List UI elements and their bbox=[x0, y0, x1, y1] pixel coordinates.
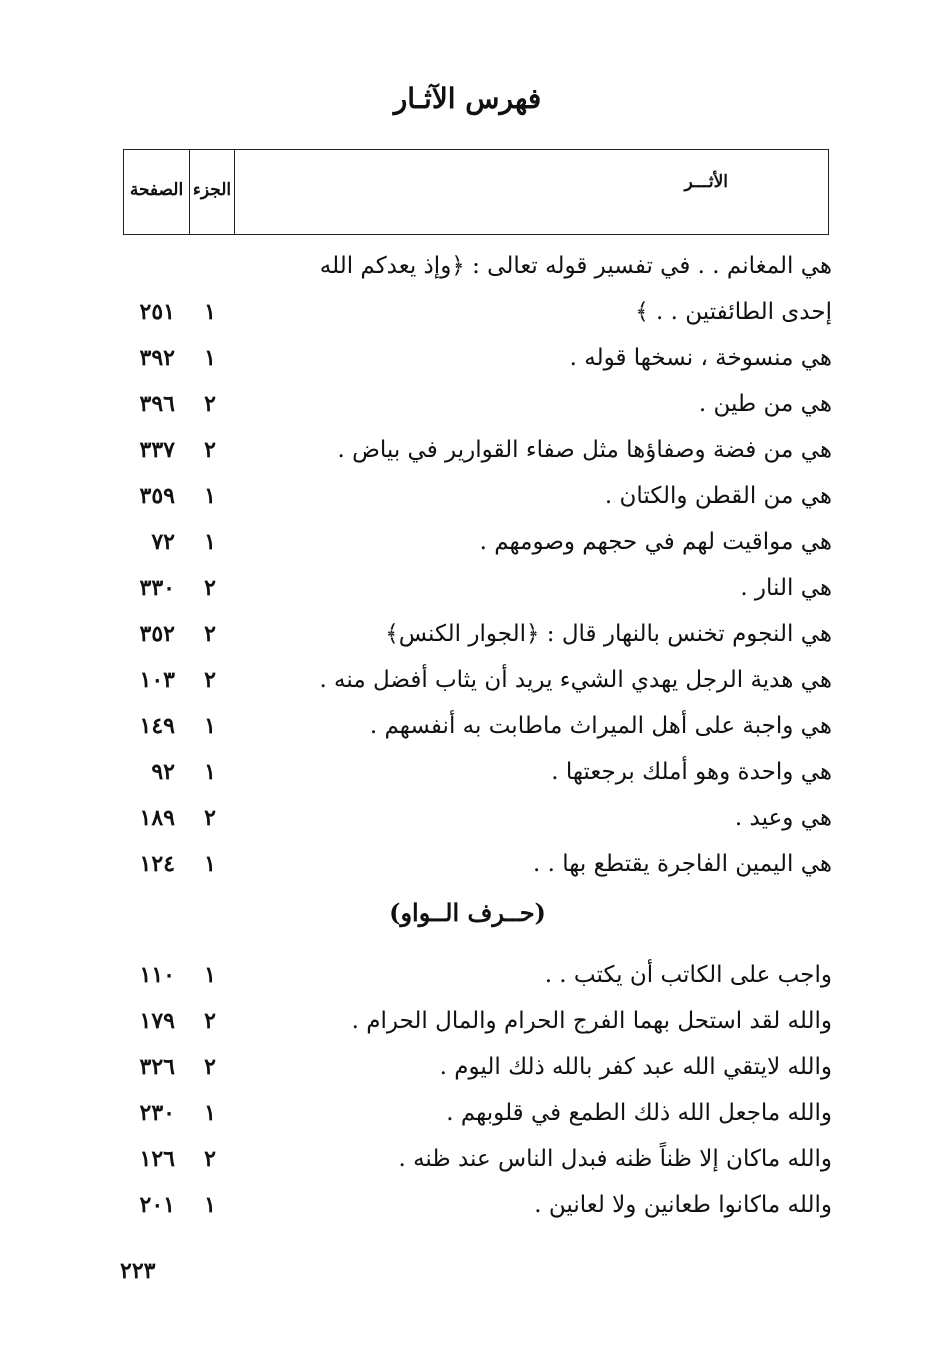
entry-page: ٣٣٧ bbox=[139, 437, 175, 463]
entry-page: ١٨٩ bbox=[139, 805, 175, 831]
list-item bbox=[0, 998, 935, 1044]
table-header bbox=[123, 149, 829, 235]
entry-page: ٣٢٦ bbox=[139, 1054, 175, 1080]
column-header-page: الصفحة bbox=[124, 150, 190, 234]
list-item bbox=[0, 1090, 935, 1136]
entry-page: ١٠٣ bbox=[139, 667, 175, 693]
entry-part: ٢ bbox=[204, 437, 216, 463]
page-number: ٢٢٣ bbox=[120, 1258, 156, 1284]
entry-text: هي من طين . bbox=[698, 391, 832, 417]
entry-part: ٢ bbox=[204, 575, 216, 601]
column-header-athar: الأثـــر bbox=[684, 172, 728, 192]
entry-part: ١ bbox=[204, 345, 216, 371]
list-item bbox=[0, 381, 935, 427]
entry-part: ١ bbox=[204, 713, 216, 739]
entry-part: ٢ bbox=[204, 391, 216, 417]
entry-text: هي وعيد . bbox=[734, 805, 832, 831]
list-item bbox=[0, 473, 935, 519]
entry-page: ١٢٤ bbox=[139, 851, 175, 877]
entry-text: هي النار . bbox=[740, 575, 832, 601]
entry-text: هي النجوم تخنس بالنهار قال : ﴿الجوار الكنس﴾ bbox=[385, 621, 832, 647]
list-item bbox=[0, 519, 935, 565]
entry-page: ١١٠ bbox=[139, 962, 175, 988]
entry-text: هي واجبة على أهل الميراث ماطابت به أنفسهم . bbox=[369, 713, 832, 739]
entry-text: هي منسوخة ، نسخها قوله . bbox=[569, 345, 832, 371]
entry-part: ٢ bbox=[204, 1054, 216, 1080]
entry-part: ١ bbox=[204, 529, 216, 555]
entry-part: ١ bbox=[204, 962, 216, 988]
entry-part: ١ bbox=[204, 1100, 216, 1126]
entry-page: ٣٩٢ bbox=[139, 345, 175, 371]
entry-text: هي من القطن والكتان . bbox=[604, 483, 832, 509]
entry-page: ٢٥١ bbox=[139, 299, 175, 325]
entry-part: ١ bbox=[204, 483, 216, 509]
entry-part: ١ bbox=[204, 851, 216, 877]
entry-page: ٣٥٢ bbox=[139, 621, 175, 647]
list-item bbox=[0, 795, 935, 841]
page-title: فهرس الآثـار bbox=[393, 82, 542, 115]
entry-text: هي المغانم . . في تفسير قوله تعالى : ﴿وإذ يعدكم الله bbox=[319, 253, 832, 279]
entry-page: ١٧٩ bbox=[139, 1008, 175, 1034]
list-item bbox=[0, 335, 935, 381]
entry-text: هي هدية الرجل يهدي الشيء يريد أن يثاب أفضل منه . bbox=[319, 667, 832, 693]
list-item bbox=[0, 952, 935, 998]
entry-text: هي اليمين الفاجرة يقتطع بها . . bbox=[533, 851, 832, 877]
entry-text: والله لايتقي الله عبد كفر بالله ذلك اليوم . bbox=[439, 1054, 832, 1080]
entry-part: ٢ bbox=[204, 667, 216, 693]
list-item bbox=[0, 1044, 935, 1090]
list-item bbox=[0, 611, 935, 657]
list-item bbox=[0, 565, 935, 611]
list-item bbox=[0, 657, 935, 703]
entry-page: ٣٩٦ bbox=[139, 391, 175, 417]
list-item bbox=[0, 1182, 935, 1228]
entry-text: والله لقد استحل بهما الفرج الحرام والمال الحرام . bbox=[351, 1008, 832, 1034]
entry-page: ٣٥٩ bbox=[139, 483, 175, 509]
entry-part: ٢ bbox=[204, 1146, 216, 1172]
entry-page: ٧٢ bbox=[151, 529, 175, 555]
section-heading: (حــرف الــواو) bbox=[389, 898, 546, 927]
entry-text: واجب على الكاتب أن يكتب . . bbox=[544, 962, 832, 988]
entry-part: ١ bbox=[204, 299, 216, 325]
entry-text: هي من فضة وصفاؤها مثل صفاء القوارير في بياض . bbox=[337, 437, 832, 463]
entry-page: ٣٣٠ bbox=[139, 575, 175, 601]
list-item bbox=[0, 289, 935, 335]
entry-text: هي واحدة وهو أملك برجعتها . bbox=[551, 759, 832, 785]
entry-text: والله ماكانوا طعانين ولا لعانين . bbox=[534, 1192, 832, 1218]
entries-list bbox=[0, 243, 935, 887]
entry-part: ١ bbox=[204, 1192, 216, 1218]
entry-text: والله ماكان إلا ظناً ظنه فبدل الناس عند ظنه . bbox=[398, 1146, 832, 1172]
entry-text: هي مواقيت لهم في حجهم وصومهم . bbox=[479, 529, 832, 555]
list-item bbox=[0, 749, 935, 795]
entry-part: ١ bbox=[204, 759, 216, 785]
entry-page: ٢٣٠ bbox=[139, 1100, 175, 1126]
list-item bbox=[0, 703, 935, 749]
entry-part: ٢ bbox=[204, 621, 216, 647]
entry-part: ٢ bbox=[204, 805, 216, 831]
entry-text: والله ماجعل الله ذلك الطمع في قلوبهم . bbox=[446, 1100, 832, 1126]
list-item bbox=[0, 427, 935, 473]
column-header-part: الجزء bbox=[190, 150, 235, 234]
entry-part: ٢ bbox=[204, 1008, 216, 1034]
list-item bbox=[0, 243, 935, 289]
entry-text: إحدى الطائفتين . . ﴾ bbox=[635, 299, 832, 325]
list-item bbox=[0, 1136, 935, 1182]
list-item bbox=[0, 841, 935, 887]
entry-page: ١٢٦ bbox=[139, 1146, 175, 1172]
entry-page: ١٤٩ bbox=[139, 713, 175, 739]
entries-list-waw bbox=[0, 952, 935, 1228]
entry-page: ٩٢ bbox=[151, 759, 175, 785]
entry-page: ٢٠١ bbox=[139, 1192, 175, 1218]
